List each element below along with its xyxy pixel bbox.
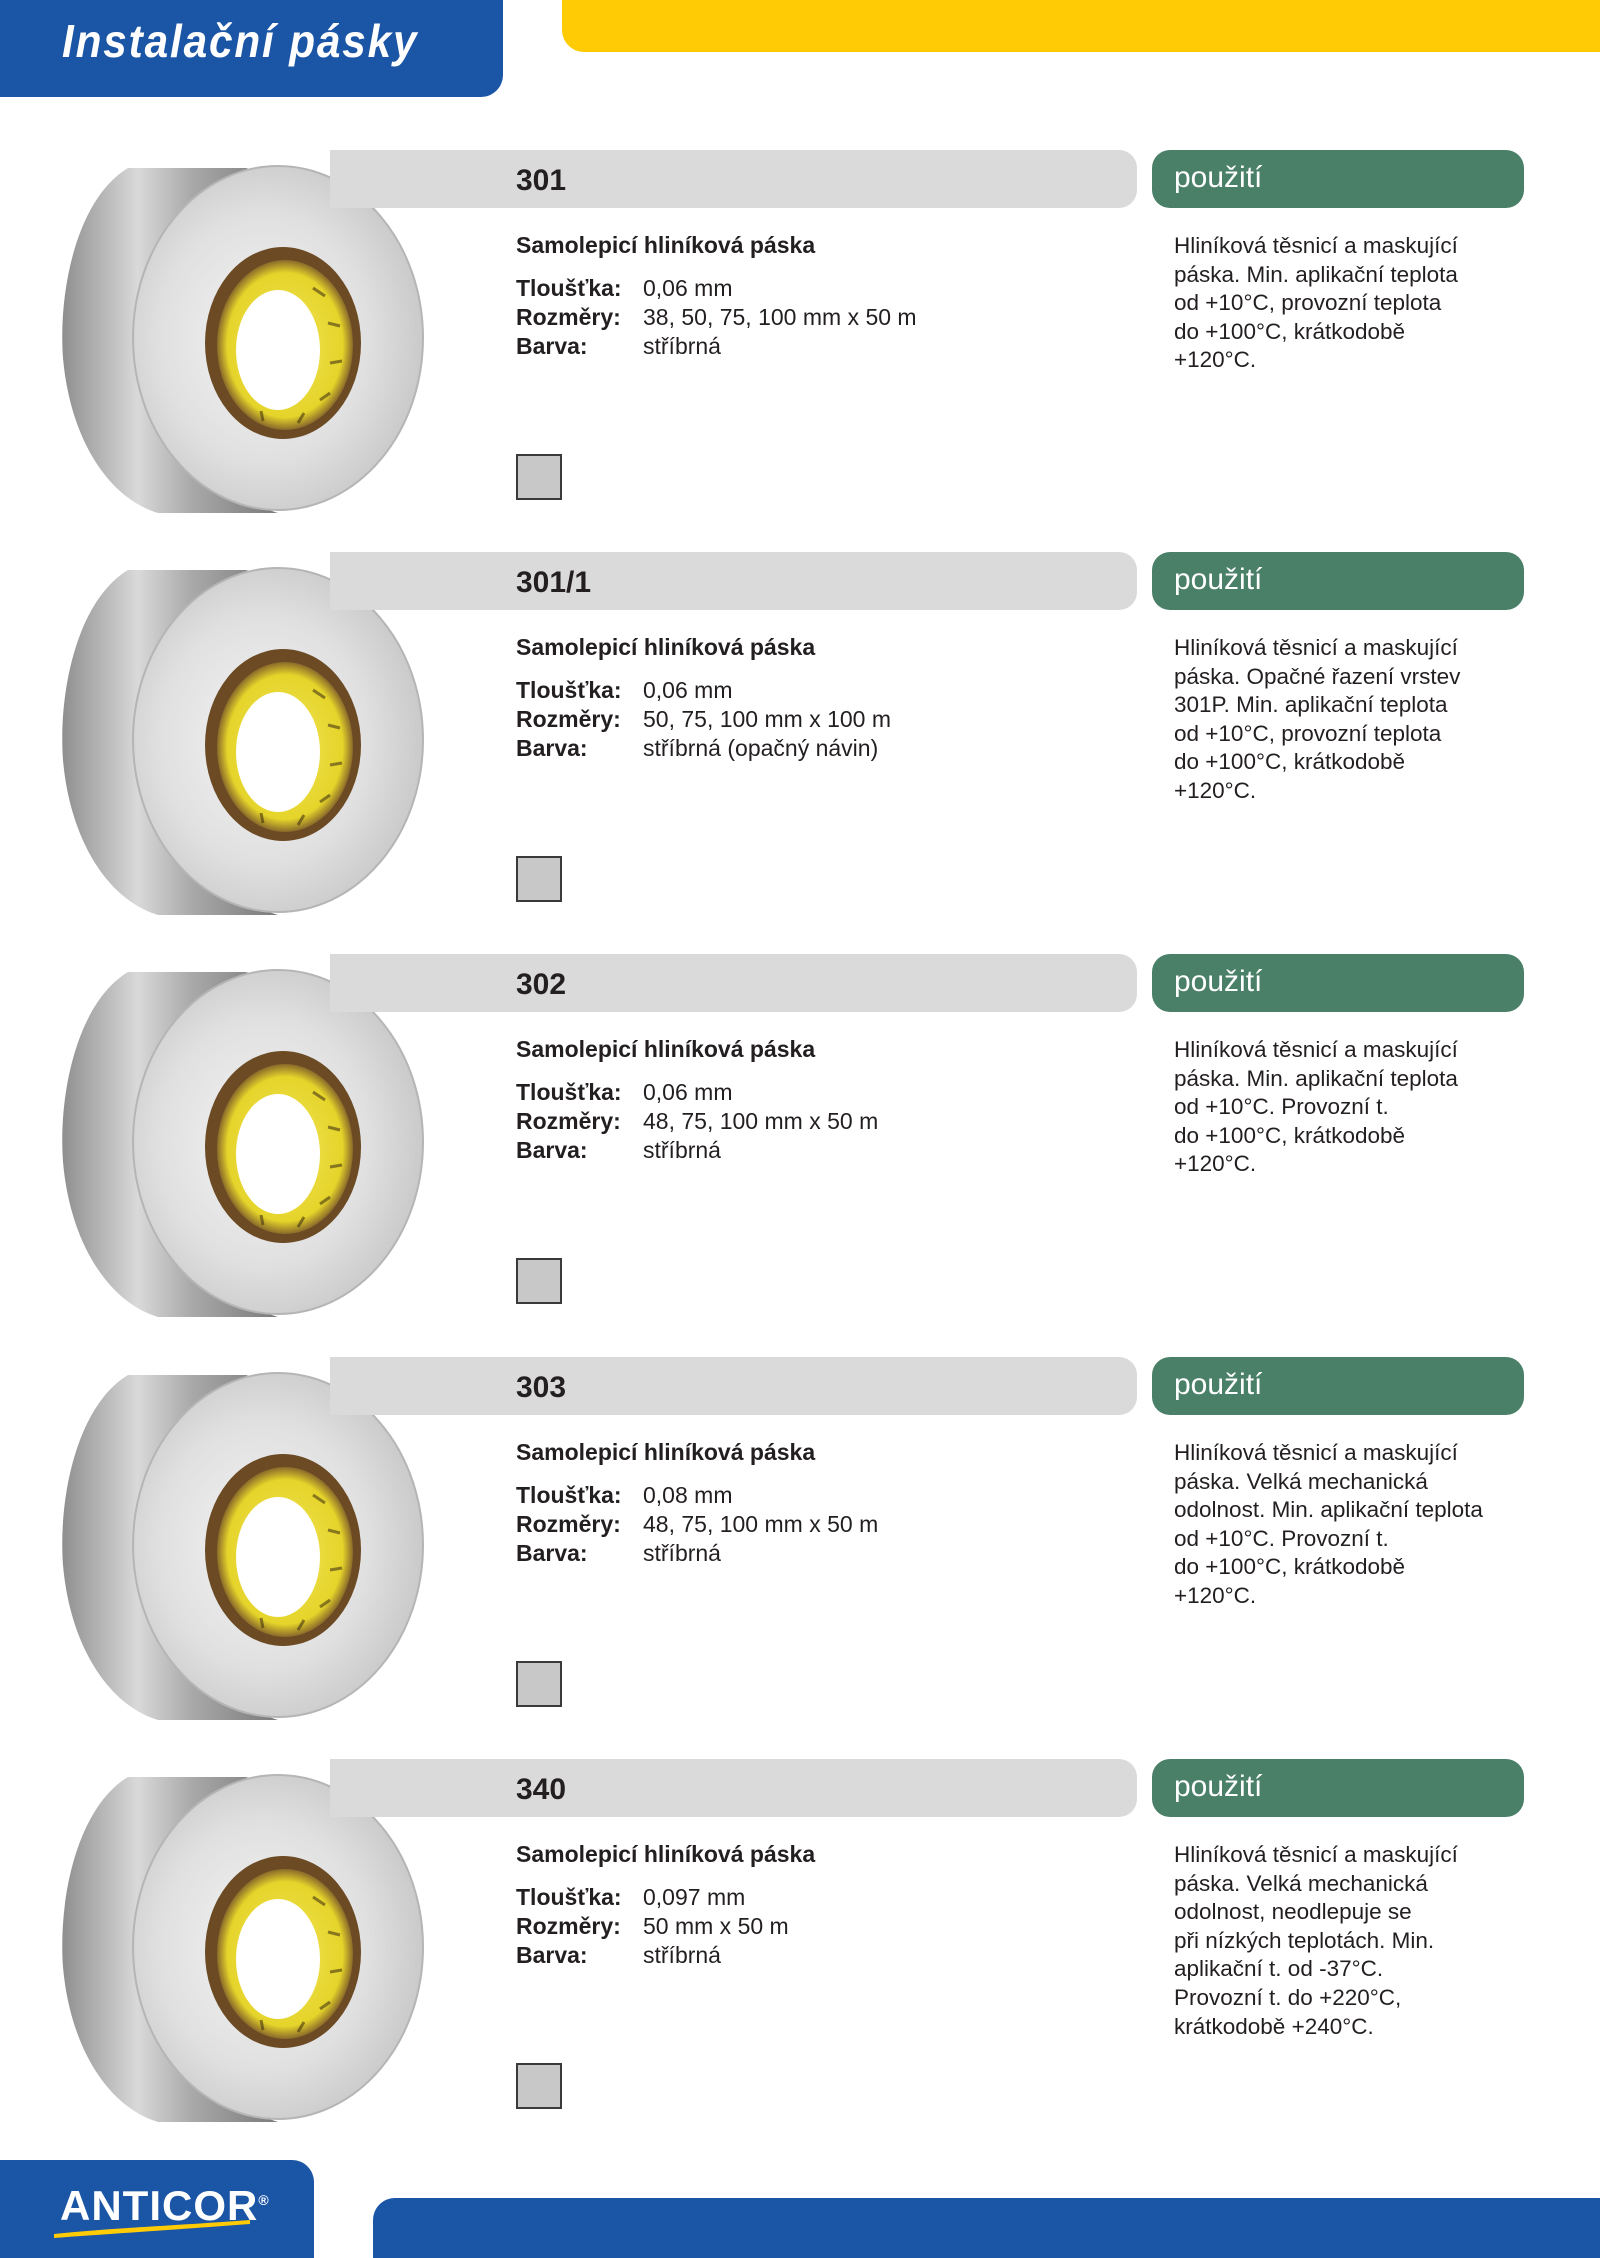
description-line: od +10°C, provozní teplota [1174,720,1442,746]
spec-table [516,676,891,763]
spec-label: Barva: [516,1942,588,1968]
description-line: do +100°C, krátkodobě [1174,749,1406,775]
color-swatch [516,1661,562,1707]
product-code-bar [330,954,1137,1012]
footer-bar [373,2198,1600,2258]
spec-value: 38, 50, 75, 100 mm x 50 m [643,304,917,330]
description-line: při nízkých teplotách. Min. [1174,1927,1435,1953]
color-swatch [516,1258,562,1304]
description-line: Hliníková těsnicí a maskující [1174,233,1458,258]
spec-label: Barva: [516,1137,588,1163]
spec-row-dimensions [516,1107,878,1136]
product-item [0,150,1600,552]
description-line: aplikační t. od -37°C. [1174,1956,1384,1982]
spec-row-dimensions [516,303,917,332]
spec-row-thickness [516,1883,789,1912]
brand-name: ANTICOR [60,2182,259,2229]
description-line: Hliníková těsnicí a maskující [1174,1037,1458,1062]
usage-description [1174,232,1504,375]
spec-row-thickness [516,676,891,705]
description-line: do +100°C, krátkodobě [1174,318,1406,344]
registered-mark: ® [258,2192,270,2208]
spec-row-thickness [516,274,917,303]
description-line: +120°C. [1174,777,1257,803]
product-name: Samolepicí hliníková páska [516,1439,816,1465]
spec-row-color [516,1539,878,1568]
description-line: Hliníková těsnicí a maskující [1174,635,1458,660]
spec-table [516,1078,878,1165]
description-line: od +10°C, provozní teplota [1174,290,1442,316]
description-line: +120°C. [1174,1151,1257,1177]
description-line: +120°C. [1174,347,1257,373]
spec-table [516,274,917,361]
product-name: Samolepicí hliníková páska [516,232,816,258]
header-accent-bar [562,0,1600,52]
description-line: do +100°C, krátkodobě [1174,1122,1406,1148]
usage-description [1174,1439,1504,1611]
spec-row-dimensions [516,705,891,734]
spec-label: Rozměry: [516,1913,621,1939]
spec-value: 0,06 mm [643,677,733,703]
spec-row-thickness [516,1481,878,1510]
spec-label: Tloušťka: [516,1079,622,1105]
spec-row-dimensions [516,1510,878,1539]
product-code: 302 [516,968,567,1001]
product-code-bar [330,150,1137,208]
product-name: Samolepicí hliníková páska [516,1841,816,1867]
usage-description [1174,1841,1504,2041]
description-line: páska. Min. aplikační teplota [1174,1065,1458,1091]
spec-value: stříbrná [643,1540,721,1566]
product-name: Samolepicí hliníková páska [516,634,816,660]
spec-value: stříbrná [643,333,721,359]
description-line: páska. Velká mechanická [1174,1468,1428,1494]
product-code: 301/1 [516,566,592,599]
spec-value: 48, 75, 100 mm x 50 m [643,1511,879,1537]
spec-label: Tloušťka: [516,275,622,301]
product-code: 301 [516,164,567,197]
description-line: od +10°C. Provozní t. [1174,1525,1389,1551]
spec-value: 50 mm x 50 m [643,1913,789,1939]
spec-row-dimensions [516,1912,789,1941]
usage-label: použití [1174,1368,1263,1401]
usage-label: použití [1174,965,1263,998]
spec-row-color [516,332,917,361]
product-item [0,1759,1600,2161]
description-line: páska. Min. aplikační teplota [1174,261,1458,287]
description-line: páska. Velká mechanická [1174,1870,1428,1896]
spec-row-color [516,1136,878,1165]
description-line: odolnost. Min. aplikační teplota [1174,1497,1483,1523]
description-line: Hliníková těsnicí a maskující [1174,1842,1458,1867]
product-name: Samolepicí hliníková páska [516,1036,816,1062]
spec-value: 0,06 mm [643,275,733,301]
usage-label: použití [1174,563,1263,596]
description-line: krátkodobě +240°C. [1174,2013,1374,2039]
product-item [0,1357,1600,1759]
spec-value: stříbrná [643,1137,721,1163]
spec-label: Barva: [516,1540,588,1566]
spec-label: Rozměry: [516,304,621,330]
spec-row-thickness [516,1078,878,1107]
spec-row-color [516,734,891,763]
usage-description [1174,634,1504,806]
usage-label: použití [1174,161,1263,194]
description-line: Provozní t. do +220°C, [1174,1984,1402,2010]
spec-value: stříbrná (opačný návin) [643,735,879,761]
color-swatch [516,454,562,500]
spec-value: 0,08 mm [643,1482,733,1508]
spec-label: Barva: [516,333,588,359]
description-line: 301P. Min. aplikační teplota [1174,692,1448,718]
spec-value: 50, 75, 100 mm x 100 m [643,706,892,732]
description-line: páska. Opačné řazení vrstev [1174,663,1461,689]
spec-value: 0,06 mm [643,1079,733,1105]
usage-label: použití [1174,1770,1263,1803]
spec-value: 48, 75, 100 mm x 50 m [643,1108,879,1134]
product-item [0,954,1600,1356]
spec-label: Rozměry: [516,1108,621,1134]
color-swatch [516,2063,562,2109]
brand-logo [60,2182,270,2230]
product-code-bar [330,1357,1137,1415]
spec-label: Rozměry: [516,1511,621,1537]
product-item [0,552,1600,954]
spec-label: Tloušťka: [516,1884,622,1910]
product-code-bar [330,552,1137,610]
product-code-bar [330,1759,1137,1817]
spec-table [516,1481,878,1568]
spec-table [516,1883,789,1970]
description-line: odolnost, neodlepuje se [1174,1899,1412,1925]
page-title: Instalační pásky [62,15,419,67]
product-code: 340 [516,1773,567,1806]
color-swatch [516,856,562,902]
spec-value: stříbrná [643,1942,721,1968]
product-code: 303 [516,1371,567,1404]
spec-value: 0,097 mm [643,1884,746,1910]
spec-label: Tloušťka: [516,677,622,703]
description-line: +120°C. [1174,1582,1257,1608]
description-line: Hliníková těsnicí a maskující [1174,1440,1458,1465]
spec-row-color [516,1941,789,1970]
description-line: do +100°C, krátkodobě [1174,1554,1406,1580]
usage-description [1174,1036,1504,1179]
spec-label: Barva: [516,735,588,761]
description-line: od +10°C. Provozní t. [1174,1094,1389,1120]
spec-label: Tloušťka: [516,1482,622,1508]
spec-label: Rozměry: [516,706,621,732]
